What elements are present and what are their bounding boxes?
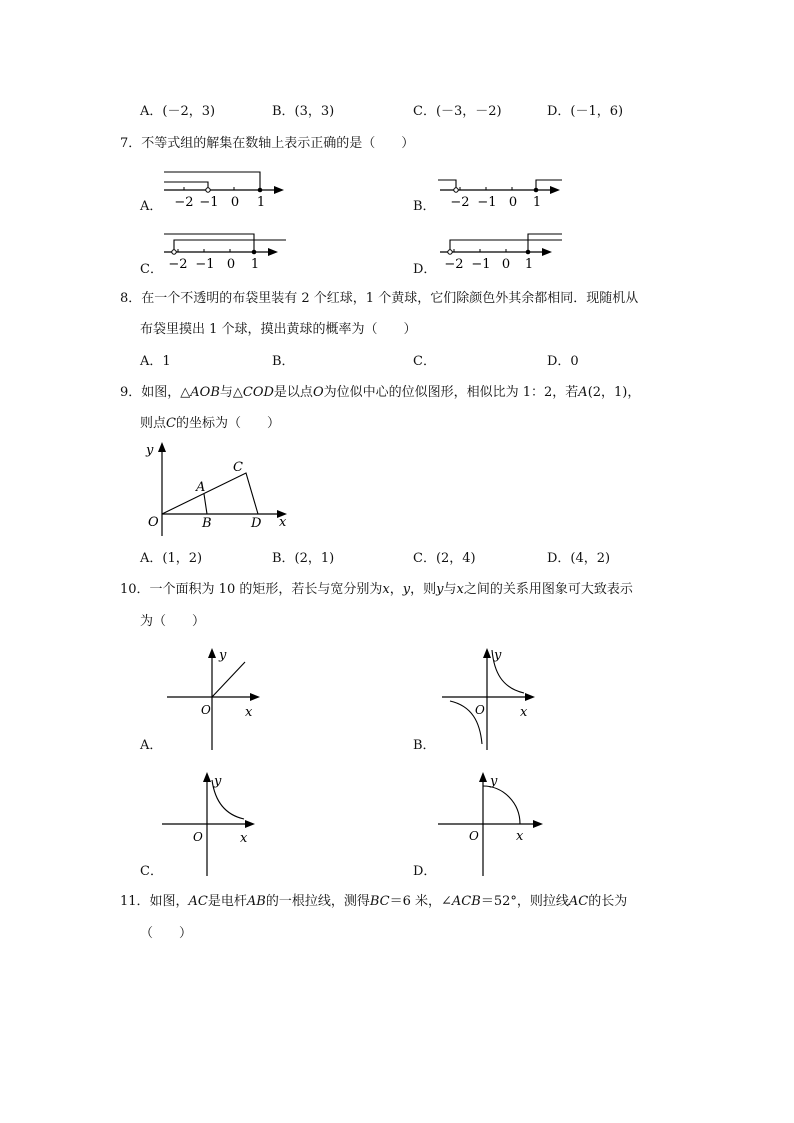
svg-text:y: y <box>214 774 222 789</box>
point-d-label: D <box>251 516 262 531</box>
q10-stem-line1: 10．一个面积为 10 的矩形，若长与宽分别为x，y，则y与x之间的关系用图象可大致表示 <box>120 582 633 597</box>
svg-text:O: O <box>201 703 211 717</box>
q7-stem: 7．不等式组的解集在数轴上表示正确的是（ ） <box>120 136 415 151</box>
svg-text:y: y <box>494 648 502 663</box>
number-line-c <box>160 230 290 274</box>
q7-label-d: D． <box>413 262 437 277</box>
tick-label: −2 <box>444 257 464 272</box>
tick-label: −1 <box>199 195 219 210</box>
q9-option-d: D．(4，2) <box>547 551 611 566</box>
svg-text:x: x <box>245 705 253 720</box>
point-o-label: O <box>148 515 159 530</box>
svg-text:O: O <box>475 703 485 717</box>
q6-option-d: D．(－1，6) <box>547 104 624 119</box>
q10-label-c: C． <box>140 864 163 879</box>
q9-option-c: C．(2，4) <box>413 551 476 566</box>
q8-stem-line1: 8．在一个不透明的布袋里装有 2 个红球，1 个黄球，它们除颜色外其余都相同．现随机从 <box>120 291 639 306</box>
q10-graph-d <box>436 768 546 878</box>
point-b-label: B <box>202 516 212 531</box>
svg-text:x: x <box>520 705 528 720</box>
svg-text:y: y <box>490 774 498 789</box>
y-axis-label: y <box>146 443 154 458</box>
tick-label: −2 <box>450 195 470 210</box>
q11-stem-line2: （ ） <box>140 926 193 941</box>
tick-label: −2 <box>174 195 194 210</box>
q11-stem-line1: 11．如图，AC是电杆AB的一根拉线，测得BC＝6 米，∠ACB＝52°，则拉线AC的长为 <box>120 894 628 909</box>
q10-graph-a <box>165 644 265 754</box>
q6-option-c: C．(－3，－2) <box>413 104 502 119</box>
number-line-d <box>436 230 566 274</box>
svg-text:x: x <box>516 829 524 844</box>
q10-label-d: D． <box>413 864 437 879</box>
tick-label: 1 <box>532 195 542 210</box>
q8-stem-line2: 布袋里摸出 1 个球，摸出黄球的概率为（ ） <box>140 322 417 337</box>
q9-figure <box>140 440 300 540</box>
q6-option-b: B．(3，3) <box>272 104 335 119</box>
tick-label: 1 <box>256 195 266 210</box>
q9-stem-line1: 9．如图，△AOB与△COD是以点O为位似中心的位似图形，相似比为 1：2，若A(2，1)， <box>120 385 641 400</box>
tick-label: 0 <box>226 257 236 272</box>
q7-label-a: A． <box>140 199 163 214</box>
q9-stem-line2: 则点C的坐标为（ ） <box>140 416 280 431</box>
q8-option-d: D．0 <box>547 354 579 369</box>
q8-option-c: C． <box>413 354 436 369</box>
q9-option-a: A．(1，2) <box>140 551 203 566</box>
tick-label: −1 <box>477 195 497 210</box>
tick-label: −1 <box>471 257 491 272</box>
tick-label: 1 <box>524 257 534 272</box>
tick-label: 0 <box>230 195 240 210</box>
q10-label-b: B． <box>413 738 436 753</box>
tick-label: 0 <box>501 257 511 272</box>
svg-text:O: O <box>469 829 479 843</box>
svg-text:y: y <box>219 648 227 663</box>
tick-label: −2 <box>168 257 188 272</box>
q8-option-a: A．1 <box>140 354 171 369</box>
q9-option-b: B．(2，1) <box>272 551 335 566</box>
svg-text:x: x <box>240 831 248 846</box>
number-line-b <box>436 168 566 212</box>
point-a-label: A <box>196 480 206 495</box>
tick-label: 1 <box>250 257 260 272</box>
q7-label-b: B． <box>413 199 436 214</box>
q8-option-b: B． <box>272 354 295 369</box>
q10-label-a: A． <box>140 738 163 753</box>
q10-stem-line2: 为（ ） <box>140 614 206 629</box>
q10-graph-b <box>440 644 540 754</box>
q6-option-a: A．(－2，3) <box>140 104 216 119</box>
point-c-label: C <box>233 460 243 475</box>
q10-graph-c <box>160 768 260 878</box>
number-line-a <box>160 168 290 212</box>
tick-label: 0 <box>508 195 518 210</box>
x-axis-label: x <box>279 515 287 530</box>
tick-label: −1 <box>195 257 215 272</box>
q7-label-c: C． <box>140 262 163 277</box>
svg-text:O: O <box>193 830 203 844</box>
